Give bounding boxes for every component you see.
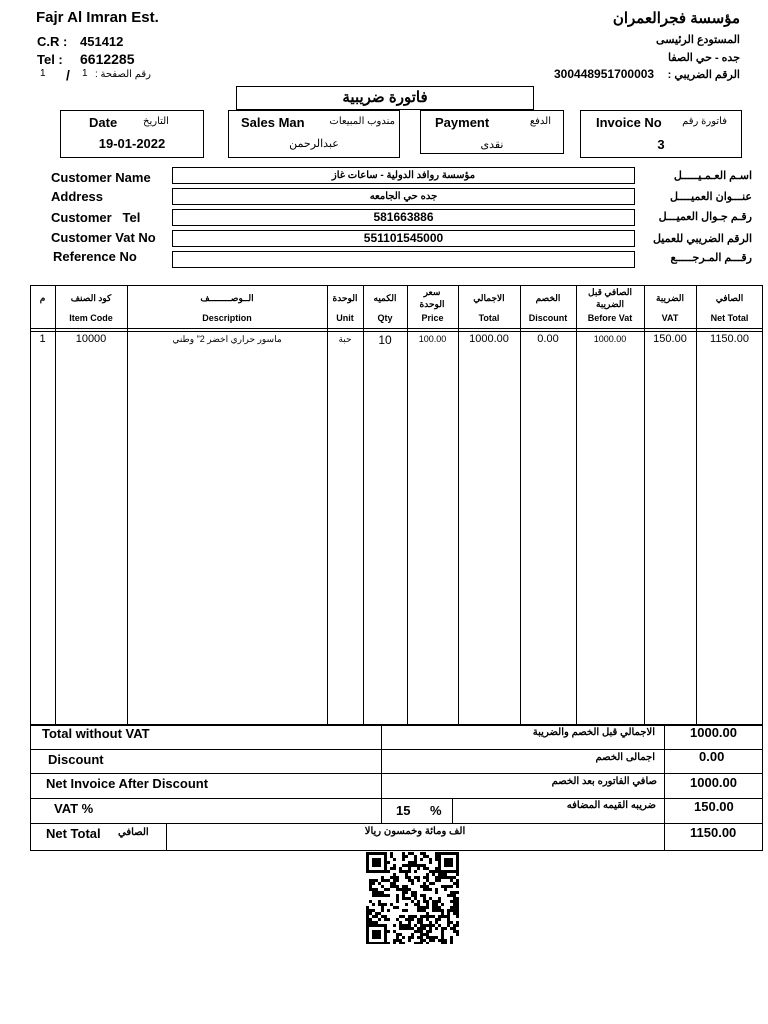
th-total-ar: الاجمالي	[473, 293, 505, 303]
th-beforevat-ar: الصافي قبل الضريبة	[588, 287, 632, 309]
payment-label-ar: الدفع	[529, 116, 551, 127]
invoice-title: فاتورة ضريبية	[236, 86, 534, 110]
net-after-discount-label: Net Invoice After Discount	[46, 776, 209, 791]
th-qty-ar: الكميه	[373, 293, 397, 303]
tel-value: 6612285	[80, 51, 135, 67]
qr-code	[366, 852, 462, 944]
branch-ar: المستودع الرئيسى	[656, 34, 740, 46]
th-net-ar: الصافي	[715, 293, 744, 303]
total-without-vat-label-ar: الاجمالي قبل الخصم والضريبة	[532, 727, 655, 738]
customer-vat-label-ar: الرقم الضريبي للعميل	[652, 233, 752, 245]
th-discount-en: Discount	[528, 313, 568, 323]
net-total-value: 1150.00	[690, 825, 737, 840]
net-after-discount-value: 1000.00	[690, 775, 737, 790]
row-total: 1000.00	[469, 333, 509, 345]
date-label-en: Date	[89, 115, 118, 130]
th-code-en: Item Code	[69, 313, 113, 323]
reference-label-ar: رقـــم المـرجـــــع	[670, 252, 752, 264]
th-vat-en: VAT	[661, 313, 679, 323]
row-description: ماسور حراري اخضر 2" وطني	[172, 334, 282, 344]
reference-field	[172, 251, 635, 268]
th-code-ar: كود الصنف	[70, 293, 112, 303]
payment-value: نقدى	[480, 139, 504, 151]
discount-label: Discount	[48, 752, 104, 767]
col-line	[458, 285, 459, 726]
customer-name-label-ar: اسـم العـمـيـــــل	[673, 170, 752, 182]
salesman-label-ar: مندوب المبيعات	[329, 116, 395, 127]
customer-vat-label: Customer Vat No	[51, 230, 156, 245]
col-line	[127, 285, 128, 726]
th-total-en: Total	[478, 313, 500, 323]
th-vat-ar: الضريبة	[655, 293, 685, 303]
payment-box	[420, 110, 564, 154]
header-divider	[30, 328, 763, 329]
customer-tel-label-ar: رقـم جـوال العميـــل	[658, 211, 752, 223]
invoice-no-box	[580, 110, 742, 158]
total-without-vat-label: Total without VAT	[42, 726, 150, 741]
address-ar: جده - حي الصفا	[668, 52, 740, 64]
header-divider-2	[30, 331, 763, 332]
cr-value: 451412	[80, 34, 124, 49]
col-line	[363, 285, 364, 726]
row-discount: 0.00	[537, 333, 559, 345]
col-line	[576, 285, 577, 726]
total-without-vat-value: 1000.00	[690, 725, 737, 740]
row-unit: حبة	[338, 334, 352, 344]
customer-address-field: جده حي الجامعه	[172, 188, 635, 205]
discount-label-ar: اجمالى الخصم	[595, 752, 655, 763]
customer-tel-label: Customer Tel	[51, 210, 141, 225]
net-after-discount-label-ar: صافي الفاتوره بعد الخصم	[551, 776, 657, 787]
row-index: 1	[39, 333, 46, 345]
discount-value: 0.00	[699, 749, 725, 764]
net-total-in-words: الف ومائة وخمسون ريالا	[364, 826, 466, 837]
row-net-total: 1150.00	[710, 333, 749, 345]
row-qty: 10	[378, 333, 392, 347]
totals-line	[30, 773, 763, 774]
invoice-label-ar: فاتورة رقم	[682, 116, 727, 127]
salesman-label-en: Sales Man	[241, 115, 305, 130]
company-name-en: Fajr Al Imran Est.	[36, 9, 159, 26]
col-line	[55, 285, 56, 726]
customer-tel-field: 581663886	[172, 209, 635, 226]
reference-label: Reference No	[53, 249, 137, 264]
salesman-value: عبدالرحمن	[289, 138, 339, 150]
customer-address-label-ar: عنـــوان العميــــل	[669, 191, 752, 203]
vat-label-ar: ضريبه القيمه المضافه	[566, 800, 656, 811]
th-beforevat-en: Before Vat	[587, 313, 633, 323]
row-item-code: 10000	[75, 333, 107, 345]
totals-line	[30, 798, 763, 799]
col-line	[696, 285, 697, 726]
th-unit-en: Unit	[336, 313, 354, 323]
th-desc-en: Description	[202, 313, 252, 323]
totals-line	[30, 749, 763, 750]
net-total-label: Net Total	[46, 826, 101, 841]
th-price-ar: سعر الوحدة	[419, 287, 445, 309]
vat-rate: 15	[396, 803, 411, 818]
th-discount-ar: الخصم	[535, 293, 561, 303]
col-line	[407, 285, 408, 726]
col-line	[520, 285, 521, 726]
customer-name-label: Customer Name	[51, 170, 151, 185]
customer-name-field: مؤسسة روافد الدولية - ساعات غاز	[172, 167, 635, 184]
date-label-ar: التاريخ	[143, 116, 169, 127]
col-line	[327, 285, 328, 726]
col-line	[644, 285, 645, 726]
page-total: 1	[40, 68, 46, 79]
vat-pct-sign: %	[430, 803, 442, 818]
totals-line	[30, 823, 763, 824]
row-vat: 150.00	[653, 333, 687, 345]
invoice-value: 3	[657, 137, 665, 152]
totals-col-line	[664, 724, 665, 851]
th-unit-ar: الوحدة	[332, 293, 358, 303]
page-sep: /	[66, 67, 70, 83]
items-table-border	[30, 285, 763, 726]
tel-label: Tel :	[37, 52, 63, 67]
customer-address-label: Address	[51, 189, 104, 204]
customer-vat-field: 551101545000	[172, 230, 635, 247]
company-name-ar: مؤسسة فجرالعمران	[612, 10, 740, 27]
date-box	[60, 110, 204, 158]
payment-label-en: Payment	[435, 115, 490, 130]
page-current: 1	[82, 68, 88, 79]
net-total-label-ar: الصافي	[118, 827, 149, 838]
vat-value: 150.00	[694, 799, 734, 814]
vat-label-ar: الرقم الضريبي :	[667, 69, 740, 81]
invoice-label-en: Invoice No	[596, 115, 662, 130]
totals-col-line	[452, 798, 453, 823]
page-label: رقم الصفحة :	[95, 69, 151, 80]
th-desc-ar: الــوصــــــــف	[200, 293, 254, 303]
th-net-en: Net Total	[710, 313, 749, 323]
date-value: 19-01-2022	[98, 136, 166, 151]
th-index-ar: م	[39, 293, 46, 303]
th-price-en: Price	[421, 313, 444, 323]
row-price: 100.00	[418, 334, 447, 344]
salesman-box	[228, 110, 400, 158]
company-vat-no: 300448951700003	[554, 67, 655, 81]
th-qty-en: Qty	[377, 313, 393, 323]
totals-col-line	[381, 724, 382, 824]
row-before-vat: 1000.00	[593, 334, 627, 344]
cr-label: C.R :	[37, 34, 68, 49]
vat-percent-label: VAT %	[54, 801, 94, 816]
